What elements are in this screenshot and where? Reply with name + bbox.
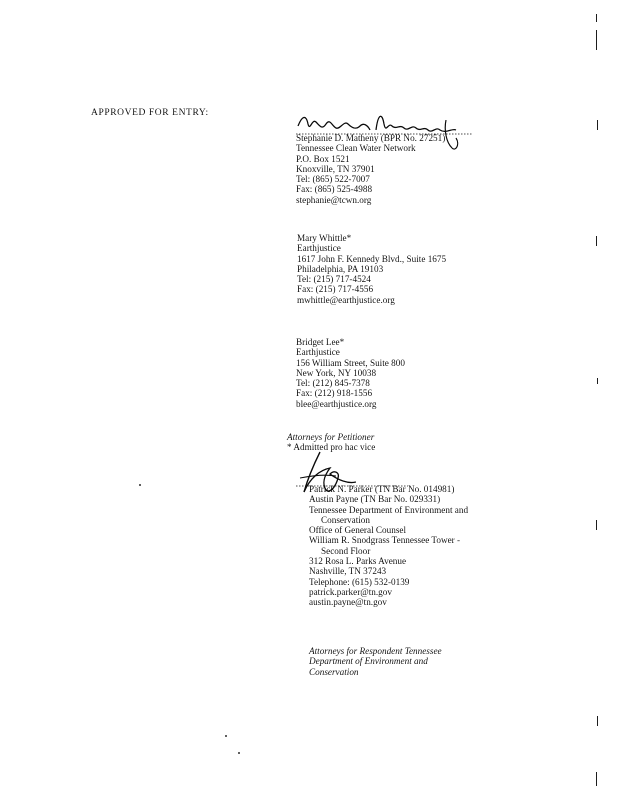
text-line: Tel: (212) 845-7378 (296, 378, 370, 389)
text-line: William R. Snodgrass Tennessee Tower - (309, 535, 461, 546)
text-line: Conservation (309, 666, 359, 677)
text-line: Austin Payne (TN Bar No. 029331) (309, 494, 441, 505)
scan-artifact (238, 752, 240, 754)
text-line: Fax: (212) 918-1556 (296, 388, 373, 399)
signature-block-bridget-lee (296, 337, 405, 409)
text-line: Tel: (215) 717-4524 (297, 274, 371, 285)
text-line: Attorneys for Respondent Tennessee (309, 646, 442, 656)
scan-artifact (597, 716, 598, 726)
scan-artifact (225, 735, 227, 737)
text-line: Nashville, TN 37243 (309, 566, 387, 577)
text-line: Tel: (865) 522-7007 (296, 174, 370, 185)
email-text: austin.payne@tn.gov (309, 597, 387, 608)
text-line: Knoxville, TN 37901 (296, 163, 375, 174)
text-line: Earthjustice (296, 347, 340, 358)
text-line: * Admitted pro hac vice (287, 442, 376, 453)
scan-artifact (597, 120, 598, 130)
text-line: New York, NY 10038 (296, 367, 377, 378)
text-line: Telephone: (615) 532-0139 (309, 576, 410, 587)
text-line: Patrick N. Parker (TN Bar No. 014981) (309, 484, 455, 494)
text-line: Tennessee Clean Water Network (296, 143, 416, 154)
attorneys-for-respondent-note (309, 646, 442, 677)
signature-block-mary-whittle (297, 233, 446, 305)
scan-artifact (596, 772, 597, 786)
text-line: Conservation (321, 514, 370, 525)
scan-artifact (597, 378, 598, 384)
text-line: 312 Rosa L. Parks Avenue (309, 556, 407, 567)
text-line: Earthjustice (297, 243, 341, 254)
text-line: Office of General Counsel (309, 525, 407, 536)
text-line: Stephanie D. Matheny (BPR No. 27251) (296, 133, 446, 143)
scan-artifact (139, 484, 141, 486)
text-line: Mary Whittle* (297, 233, 352, 243)
text-line: Attorneys for Petitioner (287, 432, 375, 442)
email-text: blee@earthjustice.org (296, 398, 377, 409)
signature-block-stephanie-matheny (296, 133, 445, 205)
scan-artifact (596, 30, 597, 50)
text-line: Bridget Lee* (296, 337, 345, 347)
approved-for-entry-heading: APPROVED FOR ENTRY: (91, 108, 209, 118)
signature-block-patrick-parker (309, 484, 468, 608)
email-text: mwhittle@earthjustice.org (297, 294, 395, 305)
text-line: P.O. Box 1521 (296, 153, 350, 164)
email-text: stephanie@tcwn.org (296, 194, 372, 205)
text-line: 1617 John F. Kennedy Blvd., Suite 1675 (297, 253, 447, 264)
text-line: 156 William Street, Suite 800 (296, 357, 405, 368)
text-line: Philadelphia, PA 19103 (297, 263, 384, 274)
scan-artifact (596, 520, 597, 530)
scan-artifact (596, 14, 597, 22)
text-line: Tennessee Department of Environment and (309, 504, 469, 515)
text-line: Second Floor (321, 545, 371, 556)
scan-artifact (596, 236, 597, 246)
text-line: Department of Environment and (309, 656, 428, 667)
email-text: patrick.parker@tn.gov (309, 586, 392, 597)
text-line: Fax: (215) 717-4556 (297, 284, 374, 295)
text-line: Fax: (865) 525-4988 (296, 184, 373, 195)
